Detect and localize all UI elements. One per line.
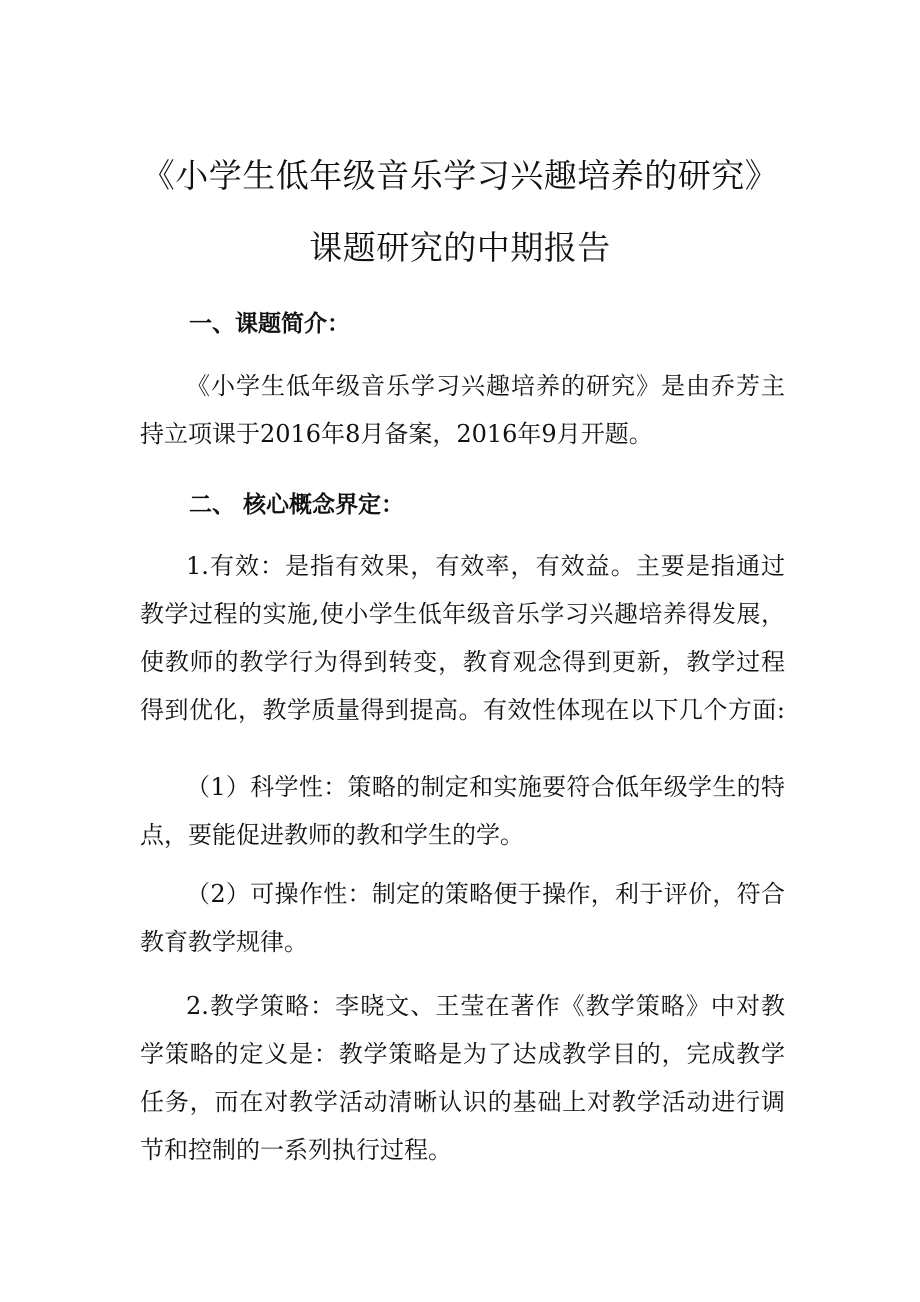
text-line: 得到优化，教学质量得到提高。有效性体现在以下几个方面:	[140, 696, 785, 724]
section-heading-intro: 一、课题简介：	[189, 311, 350, 337]
text-line: 学策略的定义是：教学策略是为了达成教学目的，完成教学	[140, 1040, 785, 1068]
document-subtitle: 课题研究的中期报告	[309, 228, 611, 267]
paragraph-intro	[140, 362, 785, 458]
text-line: 2.教学策略：李晓文、王莹在著作《教学策略》中对教	[186, 992, 785, 1020]
document-title: 《小学生低年级音乐学习兴趣培养的研究》	[141, 156, 779, 195]
text-line: 教学过程的实施,使小学生低年级音乐学习兴趣培养得发展，	[140, 600, 785, 628]
paragraph-teaching-strategy	[140, 982, 785, 1174]
text-line: 1.有效：是指有效果，有效率，有效益。主要是指通过	[186, 552, 785, 580]
text-line: 《小学生低年级音乐学习兴趣培养的研究》是由乔芳主	[186, 372, 785, 400]
paragraph-scientific	[140, 763, 785, 859]
text-line: （1）科学性：策略的制定和实施要符合低年级学生的特	[186, 773, 785, 801]
section-heading-concepts: 二、 核心概念界定：	[189, 492, 405, 518]
text-line: 节和控制的一系列执行过程。	[140, 1136, 452, 1164]
paragraph-effective	[140, 542, 785, 734]
text-line: 点，要能促进教师的教和学生的学。	[140, 821, 524, 849]
text-line: （2）可操作性：制定的策略便于操作，利于评价，符合	[186, 880, 785, 908]
text-line: 任务，而在对教学活动清晰认识的基础上对教学活动进行调	[140, 1088, 785, 1116]
text-line: 使教师的教学行为得到转变，教育观念得到更新，教学过程	[140, 648, 785, 676]
text-line: 教育教学规律。	[140, 928, 308, 956]
paragraph-operability	[140, 870, 785, 966]
text-line: 持立项课于2016年8月备案，2016年9月开题。	[140, 420, 653, 448]
